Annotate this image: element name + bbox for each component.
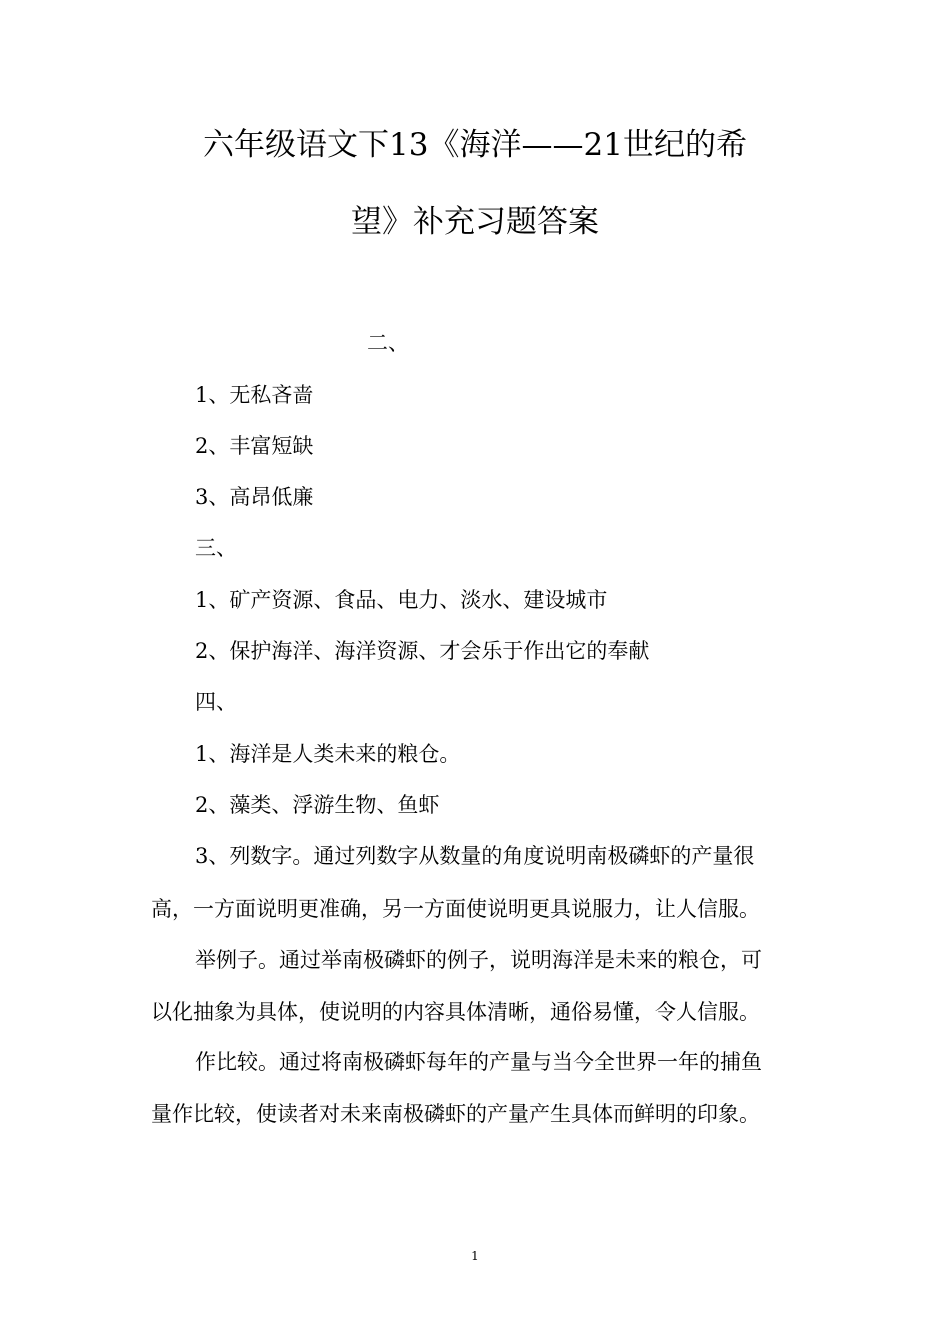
- section-2-item-3: 3、高昂低廉: [195, 485, 314, 509]
- page-number: 1: [471, 1249, 479, 1263]
- document-title-line-1: 六年级语文下13《海洋——21世纪的希: [203, 127, 747, 163]
- section-4-item-2: 2、藻类、浮游生物、鱼虾: [195, 793, 440, 817]
- section-2-item-2: 2、丰富短缺: [195, 434, 314, 458]
- section-3-item-2: 2、保护海洋、海洋资源、才会乐于作出它的奉献: [195, 639, 650, 663]
- document-title-line-2: 望》补充习题答案: [351, 204, 599, 240]
- section-4-paragraph-3-line-1: 作比较。通过将南极磷虾每年的产量与当今全世界一年的捕鱼: [195, 1050, 762, 1074]
- section-3-heading: 三、: [195, 536, 237, 560]
- section-4-item-1: 1、海洋是人类未来的粮仓。: [195, 742, 461, 766]
- section-2-item-1: 1、无私吝啬: [195, 383, 314, 407]
- section-4-heading: 四、: [195, 690, 237, 714]
- section-2-heading: 二、: [367, 331, 409, 355]
- section-4-paragraph-3-line-2: 量作比较，使读者对未来南极磷虾的产量产生具体而鲜明的印象。: [151, 1102, 760, 1126]
- section-4-paragraph-1-line-1: 3、列数字。通过列数字从数量的角度说明南极磷虾的产量很: [195, 844, 755, 868]
- section-4-paragraph-2-line-1: 举例子。通过举南极磷虾的例子，说明海洋是未来的粮仓，可: [195, 948, 762, 972]
- section-4-paragraph-1-line-2: 高，一方面说明更准确，另一方面使说明更具说服力，让人信服。: [151, 897, 760, 921]
- section-4-paragraph-2-line-2: 以化抽象为具体，使说明的内容具体清晰，通俗易懂，令人信服。: [151, 1000, 760, 1024]
- section-3-item-1: 1、矿产资源、食品、电力、淡水、建设城市: [195, 588, 608, 612]
